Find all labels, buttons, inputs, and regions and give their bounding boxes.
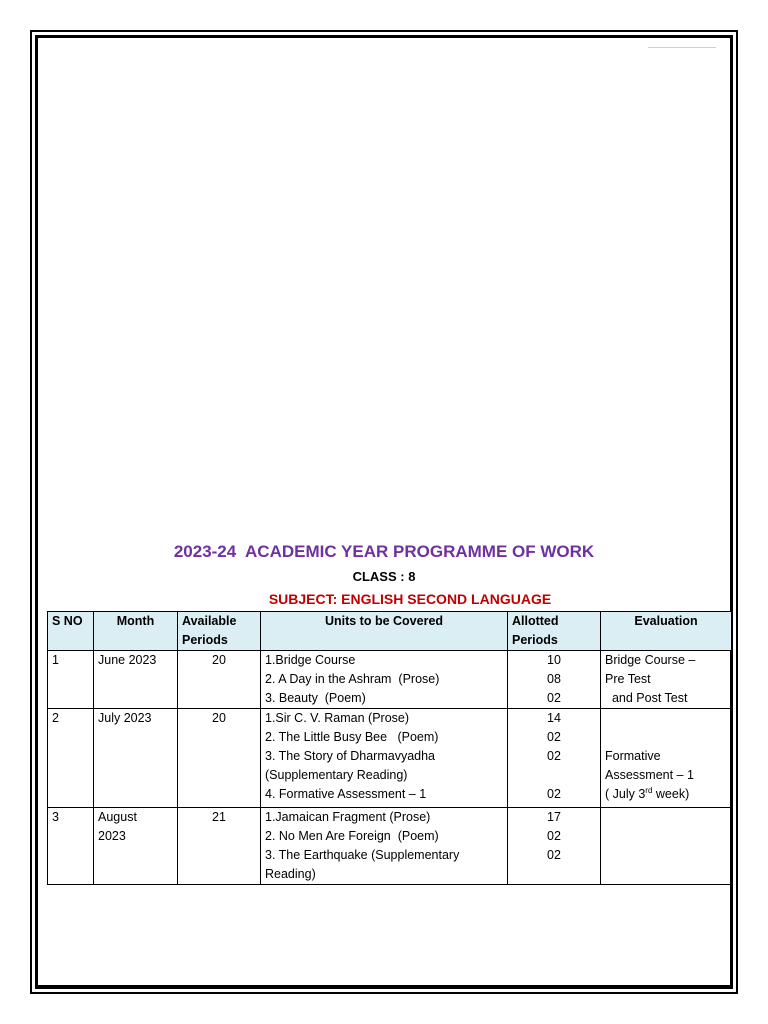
unit-item: 1.Bridge Course <box>265 653 356 667</box>
allotted-value: 02 <box>547 787 561 801</box>
unit-item: 2. The Little Busy Bee (Poem) <box>265 730 439 744</box>
subject-label: SUBJECT: ENGLISH SECOND LANGUAGE <box>268 591 552 607</box>
allotted-value: 02 <box>547 730 561 744</box>
col-header-available <box>178 612 261 651</box>
table-row <box>48 808 732 885</box>
header-rule <box>648 47 716 48</box>
month-line: June 2023 <box>98 653 157 667</box>
unit-item: Reading) <box>265 867 316 881</box>
unit-item: 2. No Men Are Foreign (Poem) <box>265 829 439 843</box>
evaluation-line: Bridge Course – <box>605 653 696 667</box>
unit-item: 3. The Story of Dharmavyadha <box>265 749 435 763</box>
table-row <box>48 651 732 709</box>
month-line: 2023 <box>98 829 126 843</box>
col-header-available-line1: Available <box>182 614 237 628</box>
cell-allotted <box>508 808 601 885</box>
col-header-available-line2: Periods <box>182 633 228 647</box>
evaluation-line: Assessment – 1 <box>605 768 694 782</box>
col-header-allotted-line2: Periods <box>512 633 558 647</box>
evaluation-week-prefix: ( July 3 <box>605 787 646 801</box>
unit-item: 4. Formative Assessment – 1 <box>265 787 427 801</box>
col-header-units: Units to be Covered <box>261 612 508 651</box>
evaluation-line: Formative <box>605 749 661 763</box>
cell-available: 20 <box>178 709 261 808</box>
col-header-sno: S NO <box>48 612 94 651</box>
allotted-blank <box>512 766 596 785</box>
allotted-value: 08 <box>547 672 561 686</box>
allotted-value: 10 <box>547 653 561 667</box>
cell-month <box>94 709 178 808</box>
class-label: CLASS : 8 <box>352 569 416 584</box>
allotted-value: 17 <box>547 810 561 824</box>
cell-month <box>94 651 178 709</box>
evaluation-blank <box>605 709 727 728</box>
unit-item: 3. The Earthquake (Supplementary <box>265 848 460 862</box>
allotted-value: 02 <box>547 749 561 763</box>
cell-evaluation <box>601 651 732 709</box>
evaluation-week-suffix: week) <box>652 787 690 801</box>
cell-evaluation <box>601 709 732 808</box>
evaluation-line: Pre Test <box>605 672 651 686</box>
unit-item: 1.Sir C. V. Raman (Prose) <box>265 711 410 725</box>
cell-allotted <box>508 651 601 709</box>
table-header-row <box>48 612 732 651</box>
unit-item: 1.Jamaican Fragment (Prose) <box>265 810 431 824</box>
page-title: 2023-24 ACADEMIC YEAR PROGRAMME OF WORK <box>173 542 595 561</box>
col-header-month: Month <box>94 612 178 651</box>
cell-sno: 1 <box>48 651 94 709</box>
allotted-value: 14 <box>547 711 561 725</box>
evaluation-line <box>605 785 727 804</box>
cell-sno: 3 <box>48 808 94 885</box>
cell-evaluation <box>601 808 732 885</box>
allotted-value: 02 <box>547 848 561 862</box>
allotted-value: 02 <box>547 829 561 843</box>
cell-available: 21 <box>178 808 261 885</box>
month-line: July 2023 <box>98 711 152 725</box>
programme-table <box>47 611 732 885</box>
unit-item: (Supplementary Reading) <box>265 768 408 782</box>
cell-units <box>261 651 508 709</box>
col-header-evaluation: Evaluation <box>601 612 732 651</box>
evaluation-line: and Post Test <box>605 691 688 705</box>
col-header-allotted-line1: Allotted <box>512 614 559 628</box>
month-line: August <box>98 810 137 824</box>
cell-allotted <box>508 709 601 808</box>
evaluation-blank <box>605 728 727 747</box>
evaluation-week-ordinal: rd <box>645 785 653 795</box>
cell-month <box>94 808 178 885</box>
cell-sno: 2 <box>48 709 94 808</box>
cell-units <box>261 709 508 808</box>
cell-units <box>261 808 508 885</box>
unit-item: 3. Beauty (Poem) <box>265 691 366 705</box>
unit-item: 2. A Day in the Ashram (Prose) <box>265 672 440 686</box>
allotted-value: 02 <box>547 691 561 705</box>
col-header-allotted <box>508 612 601 651</box>
cell-available: 20 <box>178 651 261 709</box>
table-row <box>48 709 732 808</box>
